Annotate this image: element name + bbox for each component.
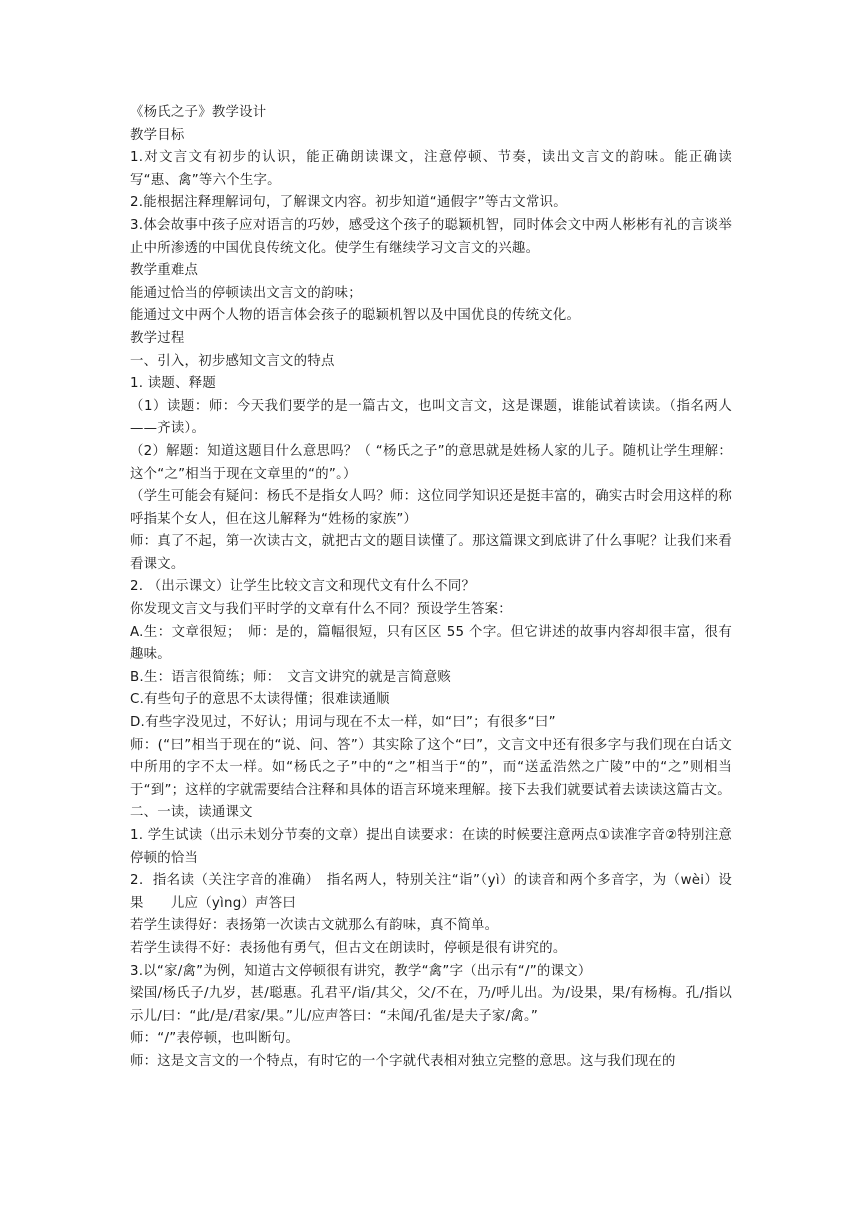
section-heading-goals: 教学目标 [130,127,185,143]
classical-text: 梁国/杨氏子/九岁，甚/聪惠。孔君平/诣/其父，父/不在，乃/呼儿出。为/设果，果/有杨梅。孔/指以示儿/曰：“此/是/君家/果。”儿/应声答曰：“未闻/孔雀/是夫子家/禽。” [130,986,732,1024]
paragraph: 3.体会故事中孩子应对语言的巧妙，感受这个孩子的聪颖机智，同时体会文中两人彬彬有礼的言谈举止中所渗透的中国优良传统文化。使学生有继续学习文言文的兴趣。 [130,217,732,256]
paragraph: 3.以“家/禽”为例，知道古文停顿很有讲究，教学“禽”字（出示有“/”的课文） [130,963,592,979]
paragraph: 师：(“曰”相当于现在的“说、问、答”）其实除了这个“曰”，文言文中还有很多字与我们现在白话文中所用的字不太一样。如“杨氏之子”中的“之”相当于“的”，而“送孟浩然之广陵”中的“之”则相当于“到”；这样的字就需要结合注释和具体的语言环境来理解。接下去我们就要试着去读读这篇古文。 [130,737,732,798]
document-body [130,102,732,1074]
paragraph: A.生：文章很短； 师：是的，篇幅很短，只有区区 55 个字。但它讲述的故事内容却很丰富，很有趣味。 [130,624,732,663]
paragraph: 1. 学生试读（出示未划分节奏的文章）提出自读要求：在读的时候要注意两点①读准字音②特别注意停顿的恰当 [130,828,732,866]
paragraph: 若学生读得不好：表扬他有勇气，但古文在朗读时，停顿是很有讲究的。 [130,940,567,956]
subsection-heading: 二、一读，读通课文 [130,805,253,821]
section-heading-key-points: 教学重难点 [130,263,199,279]
paragraph: 若学生读得好：表扬第一次读古文就那么有韵味，真不简单。 [130,918,499,934]
step-heading: 2. （出示课文）让学生比较文言文和现代文有什么不同？ [130,579,476,595]
paragraph: 能通过恰当的停顿读出文言文的韵味； [130,285,362,301]
paragraph: 你发现文言文与我们平时学的文章有什么不同？预设学生答案： [130,602,512,618]
paragraph: D.有些字没见过，不好认；用词与现在不太一样，如“曰”；有很多“曰” [130,715,556,731]
paragraph: 1.对文言文有初步的认识，能正确朗读课文，注意停顿、节奏，读出文言文的韵味。能正确读写“惠、禽”等六个生字。 [130,150,732,188]
paragraph: 师：这是文言文的一个特点，有时它的一个字就代表相对独立完整的意思。这与我们现在的 [130,1053,676,1069]
paragraph: （2）解题：知道这题目什么意思吗？（ “杨氏之子”的意思就是姓杨人家的儿子。随机让学生理解：这个“之”相当于现在文章里的“的”。） [130,443,732,482]
step-heading: 1. 读题、释题 [130,376,216,392]
paragraph: 2．指名读（关注字音的准确） 指名两人，特别关注“诣”（yì）的读音和两个多音字，为（wèi）设果 儿应（yìng）声答曰 [130,873,732,911]
paragraph: （1）读题：师：今天我们要学的是一篇古文，也叫文言文，这是课题，谁能试着读读。（指名两人——齐读）。 [130,398,732,437]
paragraph: 2.能根据注释理解词句，了解课文内容。初步知道“通假字”等古文常识。 [130,195,567,211]
paragraph: C.有些句子的意思不太读得懂；很难读通顺 [130,692,390,708]
paragraph: 能通过文中两个人物的语言体会孩子的聪颖机智以及中国优良的传统文化。 [130,308,581,324]
paragraph: 师：真了不起，第一次读古文，就把古文的题目读懂了。那这篇课文到底讲了什么事呢？让我们来看看课文。 [130,534,732,572]
subsection-heading: 一、引入，初步感知文言文的特点 [130,353,335,369]
paragraph: B.生：语言很简练；师： 文言文讲究的就是言简意赅 [130,669,451,685]
paragraph: 师：“/”表停顿，也叫断句。 [130,1031,300,1047]
section-heading-process: 教学过程 [130,330,185,346]
document-title: 《杨氏之子》教学设计 [130,105,267,120]
paragraph: （学生可能会有疑问：杨氏不是指女人吗？师：这位同学知识还是挺丰富的，确实古时会用这样的称呼指某个女人，但在这儿解释为“姓杨的家族”） [130,489,732,527]
